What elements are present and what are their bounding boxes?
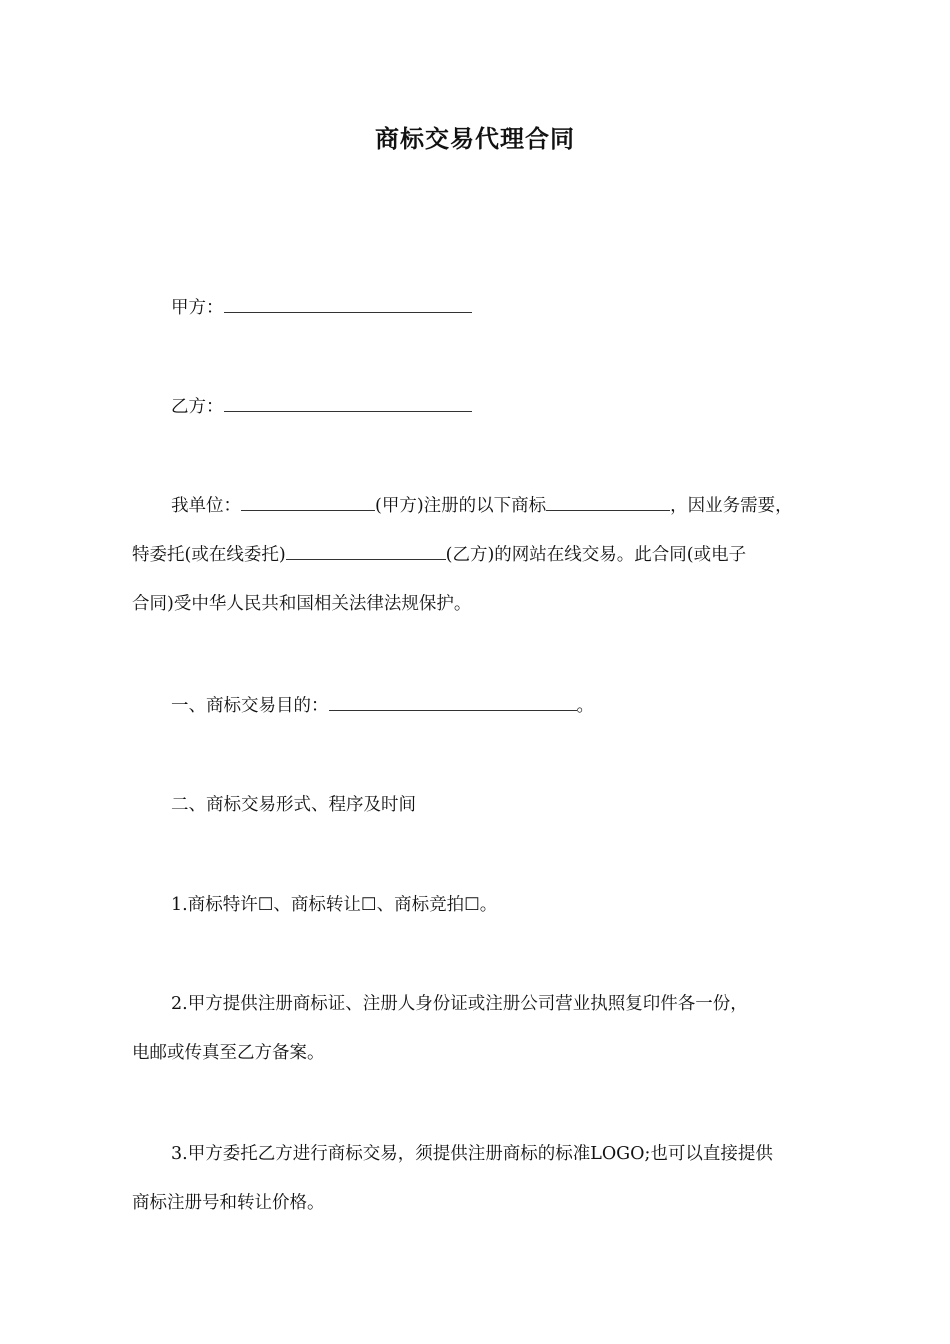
intro-text-2: (甲方)注册的以下商标: [375, 496, 547, 516]
purpose-blank: [329, 694, 577, 711]
item-3: [132, 1130, 832, 1228]
item-1: 1.商标特许☐、商标转让☐、商标竞拍☐。: [171, 895, 498, 915]
intro-text-1: 我单位：: [171, 496, 241, 516]
intro-text-5: (乙方)的网站在线交易。此合同(或电子: [445, 545, 747, 565]
item-3-line-1: 3.甲方委托乙方进行商标交易，须提供注册商标的标准LOGO;也可以直接提供: [171, 1144, 773, 1164]
intro-text-4: 特委托(或在线委托): [132, 545, 286, 565]
intro-line-1: [132, 482, 832, 531]
party-b-blank: [224, 395, 472, 412]
intro-line-2: [132, 531, 832, 580]
party-b-label: 乙方：: [171, 397, 224, 417]
item-2-line-1: 2.甲方提供注册商标证、注册人身份证或注册公司营业执照复印件各一份，: [171, 994, 748, 1014]
trademark-blank: [546, 494, 670, 511]
document-title: 商标交易代理合同: [375, 125, 575, 153]
section-1-label: 一、商标交易目的：: [171, 696, 329, 716]
section-1-end: 。: [576, 696, 594, 716]
party-b-line: [132, 383, 832, 432]
item-2-line-2: 电邮或传真至乙方备案。: [132, 1043, 325, 1063]
party-a-label: 甲方：: [171, 298, 224, 318]
intro-text-3: ，因业务需要，: [670, 496, 793, 516]
section-2-heading: 二、商标交易形式、程序及时间: [171, 795, 416, 815]
item-3-line-2: 商标注册号和转让价格。: [132, 1193, 325, 1213]
intro-line-3: 合同)受中华人民共和国相关法律法规保护。: [132, 594, 472, 614]
party-a-name-blank: [241, 494, 375, 511]
party-b-name-blank: [286, 543, 446, 560]
party-a-line: [132, 284, 832, 333]
section-1: [132, 682, 832, 731]
item-2: [132, 980, 832, 1078]
intro-paragraph: [132, 482, 832, 629]
party-a-blank: [224, 296, 472, 313]
